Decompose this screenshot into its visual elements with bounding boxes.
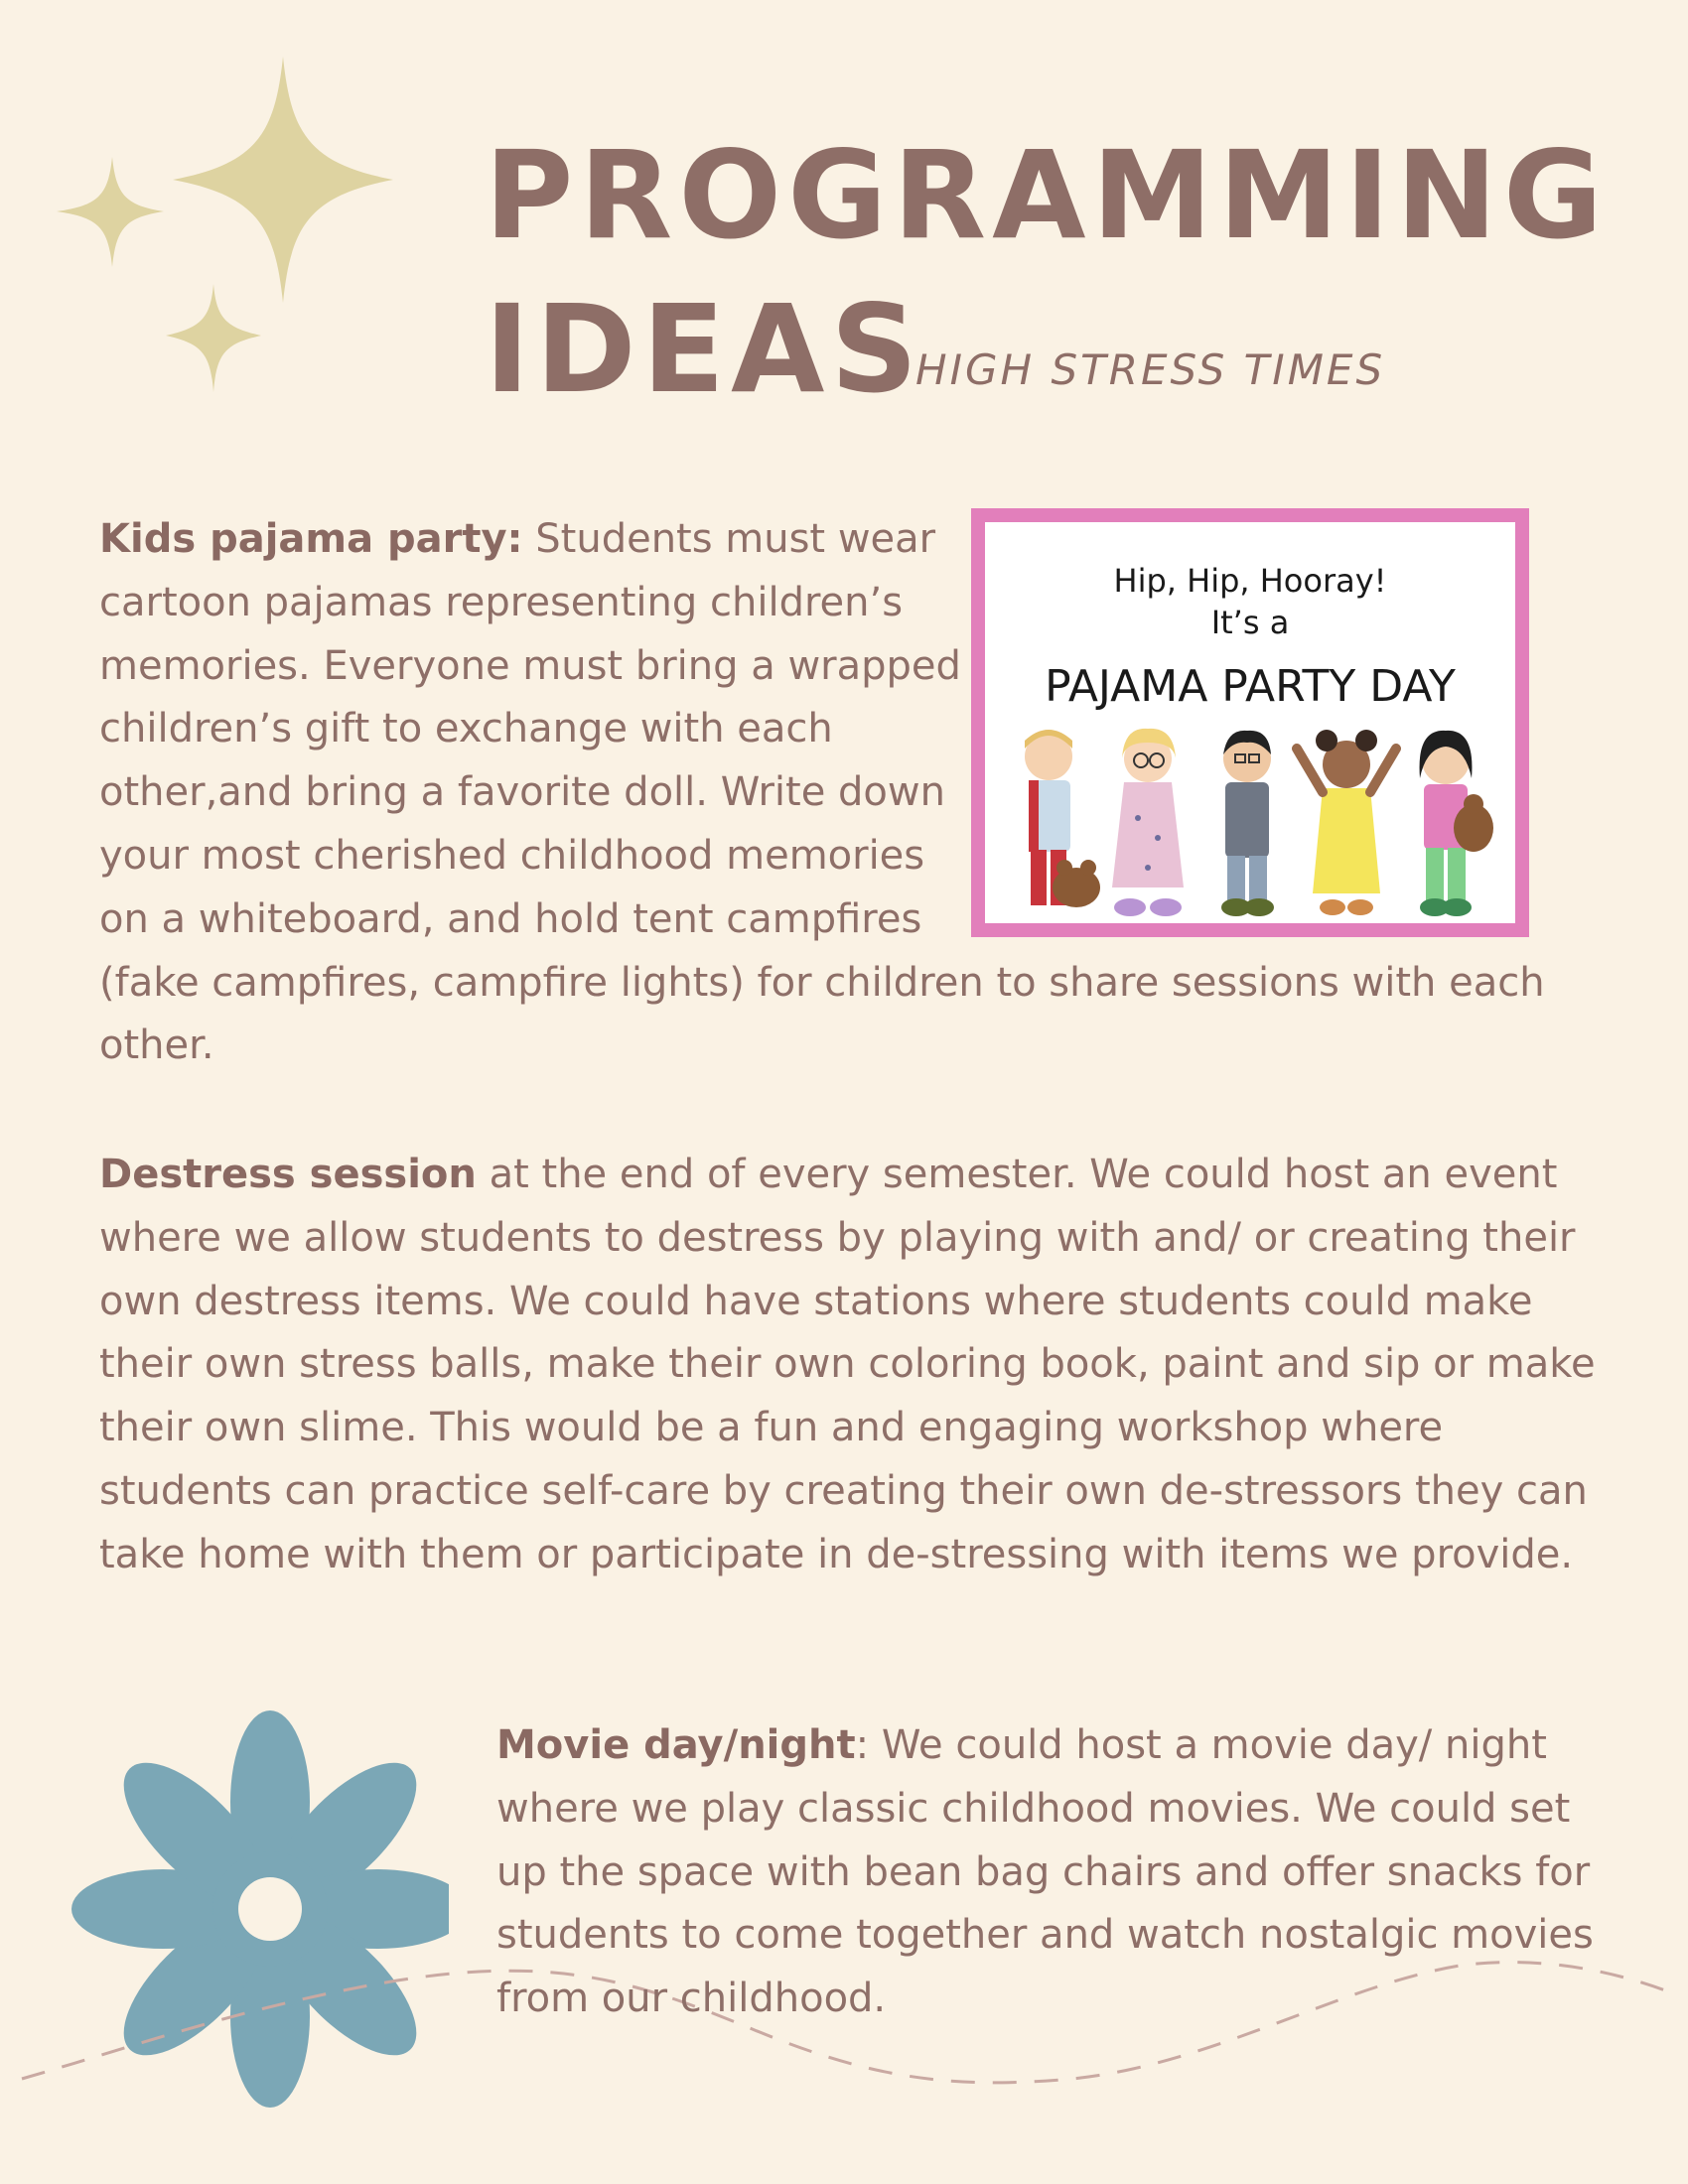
sparkles-icon — [50, 50, 407, 407]
pajama-party-body: Students must wear cartoon pajamas representing children’s memories. Everyone must bring a wrapped children’s gift to exchange with each other,and bring a favorite doll. Write down your most cherished childhood memories on a whiteboard, and hold tent campfires (fake campfires, campfire lights) for children to share sessions with each other. — [99, 516, 1545, 1069]
movie-night-section — [496, 1714, 1618, 2031]
pajama-party-image — [971, 508, 1529, 937]
pajama-image-line-2: It’s a — [1210, 604, 1290, 641]
kid-2-icon — [1112, 729, 1184, 916]
pajama-image-line-1: Hip, Hip, Hooray! — [1113, 562, 1387, 600]
pajama-image-heading — [985, 560, 1515, 643]
subtitle: HIGH STRESS TIMES — [915, 345, 1386, 394]
pajama-party-heading: Kids pajama party: — [99, 516, 523, 562]
kid-3-icon — [1221, 731, 1274, 916]
small-sparkle-icon — [166, 284, 261, 392]
destress-session-section — [99, 1144, 1618, 1587]
movie-night-body: : We could host a movie day/ night where we play classic childhood movies. We could set up the space with bean bag chairs and offer snacks for students to come together and watch nostalgic movies from our childhood. — [496, 1722, 1594, 2022]
destress-session-body: at the end of every semester. We could host an event where we allow students to destress by playing with and/ or creating their own destress items. We could have stations where students could make their own stress balls, make their own coloring book, paint and sip or make their own slime. This would be a fun and engaging workshop where students can practice self-care by creating their own de-stressors they can take home with them or participate in de-stressing with items we provide. — [99, 1152, 1596, 1577]
kids-illustration-icon — [999, 719, 1501, 923]
destress-session-heading: Destress session — [99, 1152, 477, 1197]
title-line-2: IDEAS — [485, 279, 924, 420]
left-sparkle-icon — [57, 157, 164, 267]
pajama-party-section — [99, 508, 1599, 1078]
large-sparkle-icon — [173, 57, 393, 303]
kid-4-icon — [1297, 730, 1396, 915]
kid-5-icon — [1420, 731, 1493, 916]
movie-night-heading: Movie day/night — [496, 1722, 856, 1768]
title-line-1: PROGRAMMING — [485, 125, 1610, 266]
kid-1-icon — [1025, 730, 1100, 907]
pajama-image-title: PAJAMA PARTY DAY — [1045, 661, 1456, 712]
